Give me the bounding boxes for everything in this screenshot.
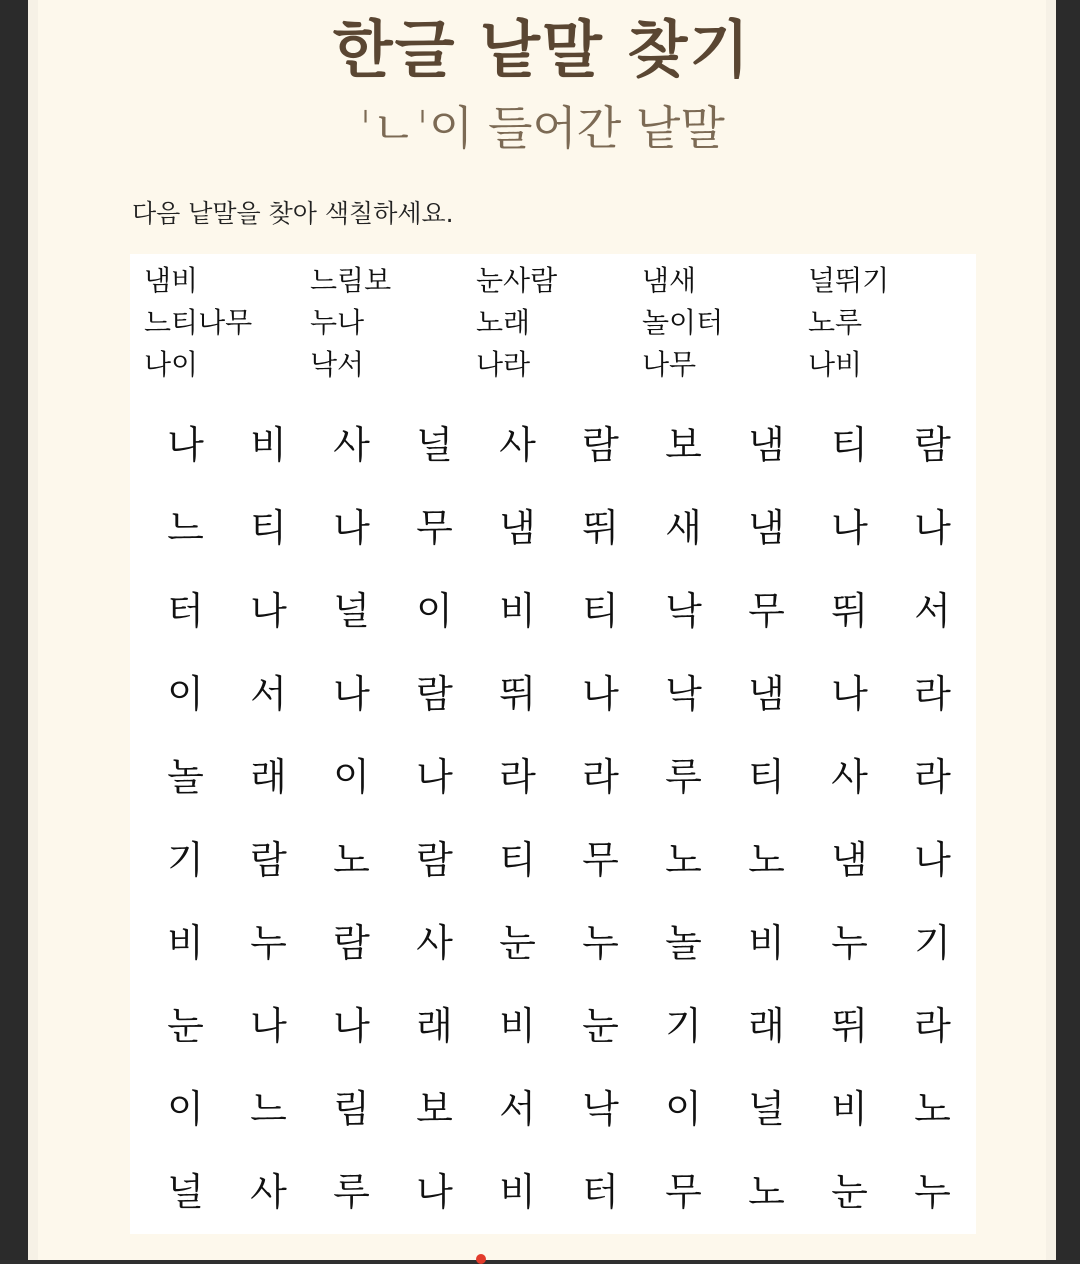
grid-cell[interactable]: 비 <box>250 423 287 467</box>
grid-cell[interactable]: 누 <box>250 921 287 965</box>
grid-cell[interactable]: 눈 <box>582 1004 619 1048</box>
grid-cell[interactable]: 서 <box>914 589 951 633</box>
grid-cell[interactable]: 라 <box>914 1004 951 1048</box>
grid-cell[interactable]: 나 <box>914 838 951 882</box>
grid-cell[interactable]: 냄 <box>831 838 868 882</box>
grid-cell[interactable]: 냄 <box>748 672 785 716</box>
word-list-item: 나라 <box>476 348 531 381</box>
grid-cell[interactable]: 티 <box>748 755 785 799</box>
grid-cell[interactable]: 뛰 <box>831 1004 868 1048</box>
grid-cell[interactable]: 냄 <box>748 423 785 467</box>
grid-cell[interactable]: 비 <box>499 1004 536 1048</box>
grid-cell[interactable]: 나 <box>333 672 370 716</box>
grid-cell[interactable]: 느 <box>250 1087 287 1131</box>
grid-cell[interactable]: 눈 <box>831 1170 868 1214</box>
left-frame <box>0 0 28 1260</box>
grid-cell[interactable]: 래 <box>416 1004 453 1048</box>
grid-cell[interactable]: 람 <box>914 423 951 467</box>
grid-cell[interactable]: 사 <box>499 423 536 467</box>
grid-cell[interactable]: 비 <box>499 589 536 633</box>
grid-cell[interactable]: 나 <box>831 506 868 550</box>
grid-cell[interactable]: 티 <box>499 838 536 882</box>
word-list-item: 냄새 <box>642 264 697 297</box>
instruction-text: 다음 낱말을 찾아 색칠하세요. <box>132 199 454 228</box>
word-list <box>144 260 974 386</box>
grid-cell[interactable]: 기 <box>914 921 951 965</box>
grid-cell[interactable]: 뛰 <box>831 589 868 633</box>
word-list-item: 느림보 <box>310 264 392 297</box>
grid-cell[interactable]: 보 <box>416 1087 453 1131</box>
grid-cell[interactable]: 나 <box>333 506 370 550</box>
word-list-item: 눈사람 <box>476 264 558 297</box>
word-list-item: 낙서 <box>310 348 365 381</box>
grid-cell[interactable]: 터 <box>167 589 204 633</box>
grid-cell[interactable]: 루 <box>665 755 702 799</box>
grid-cell[interactable]: 노 <box>333 838 370 882</box>
grid-cell[interactable]: 새 <box>665 506 702 550</box>
grid-cell[interactable]: 노 <box>914 1087 951 1131</box>
grid-cell[interactable]: 사 <box>831 755 868 799</box>
grid-cell[interactable]: 널 <box>748 1087 785 1131</box>
grid-cell[interactable]: 이 <box>167 1087 204 1131</box>
grid-cell[interactable]: 람 <box>250 838 287 882</box>
word-list-item: 누나 <box>310 306 365 339</box>
page-indicator-dot <box>476 1254 486 1264</box>
grid-cell[interactable]: 나 <box>582 672 619 716</box>
grid-cell[interactable]: 뛰 <box>582 506 619 550</box>
grid-cell[interactable]: 티 <box>250 506 287 550</box>
grid-cell[interactable]: 노 <box>665 838 702 882</box>
grid-cell[interactable]: 무 <box>416 506 453 550</box>
grid-cell[interactable]: 노 <box>748 1170 785 1214</box>
page-subtitle: 'ㄴ'이 들어간 낱말 <box>359 101 725 155</box>
grid-cell[interactable]: 람 <box>582 423 619 467</box>
grid-cell[interactable]: 이 <box>333 755 370 799</box>
grid-cell[interactable]: 나 <box>333 1004 370 1048</box>
grid-cell[interactable]: 서 <box>499 1087 536 1131</box>
grid-cell[interactable]: 나 <box>167 423 204 467</box>
grid-cell[interactable]: 림 <box>333 1087 370 1131</box>
puzzle-sheet <box>130 254 976 1234</box>
grid-cell[interactable]: 눈 <box>167 1004 204 1048</box>
grid-cell[interactable]: 나 <box>914 506 951 550</box>
word-list-item: 널뛰기 <box>808 264 890 297</box>
word-list-item: 놀이터 <box>642 306 724 339</box>
word-list-item: 느티나무 <box>144 306 253 339</box>
grid-cell[interactable]: 라 <box>914 672 951 716</box>
grid-cell[interactable]: 람 <box>416 672 453 716</box>
grid-cell[interactable]: 무 <box>582 838 619 882</box>
grid-cell[interactable]: 널 <box>167 1170 204 1214</box>
grid-cell[interactable]: 느 <box>167 506 204 550</box>
page-title: 한글 낱말 찾기 <box>332 13 752 86</box>
grid-cell[interactable]: 사 <box>333 423 370 467</box>
grid-cell[interactable]: 냄 <box>748 506 785 550</box>
word-list-item: 노루 <box>808 306 863 339</box>
grid-cell[interactable]: 널 <box>416 423 453 467</box>
grid-cell[interactable]: 라 <box>914 755 951 799</box>
grid-cell[interactable]: 낙 <box>665 672 702 716</box>
grid-cell[interactable]: 터 <box>582 1170 619 1214</box>
worksheet-page <box>28 0 1056 1260</box>
grid-cell[interactable]: 사 <box>416 921 453 965</box>
grid-cell[interactable]: 나 <box>831 672 868 716</box>
grid-cell[interactable]: 비 <box>167 921 204 965</box>
grid-cell[interactable]: 티 <box>582 589 619 633</box>
grid-cell[interactable]: 나 <box>250 1004 287 1048</box>
grid-cell[interactable]: 비 <box>499 1170 536 1214</box>
grid-cell[interactable]: 냄 <box>499 506 536 550</box>
grid-cell[interactable]: 라 <box>582 755 619 799</box>
grid-cell[interactable]: 무 <box>748 589 785 633</box>
grid-cell[interactable]: 놀 <box>167 755 204 799</box>
grid-cell[interactable]: 기 <box>665 1004 702 1048</box>
grid-cell[interactable]: 누 <box>582 921 619 965</box>
word-list-item: 나비 <box>808 348 863 381</box>
grid-cell[interactable]: 나 <box>250 589 287 633</box>
grid-cell[interactable]: 이 <box>416 589 453 633</box>
grid-cell[interactable]: 눈 <box>499 921 536 965</box>
grid-cell[interactable]: 낙 <box>665 589 702 633</box>
letter-grid <box>144 404 974 1234</box>
grid-cell[interactable]: 무 <box>665 1170 702 1214</box>
grid-cell[interactable]: 비 <box>831 1087 868 1131</box>
grid-cell[interactable]: 널 <box>333 589 370 633</box>
right-frame <box>1056 0 1080 1260</box>
word-list-item: 나무 <box>642 348 697 381</box>
grid-cell[interactable]: 루 <box>333 1170 370 1214</box>
word-list-item: 나이 <box>144 348 199 381</box>
grid-cell[interactable]: 낙 <box>582 1087 619 1131</box>
grid-cell[interactable]: 기 <box>167 838 204 882</box>
grid-cell[interactable]: 노 <box>748 838 785 882</box>
grid-cell[interactable]: 티 <box>831 423 868 467</box>
grid-cell[interactable]: 래 <box>250 755 287 799</box>
grid-cell[interactable]: 서 <box>250 672 287 716</box>
grid-cell[interactable]: 보 <box>665 423 702 467</box>
grid-cell[interactable]: 나 <box>416 755 453 799</box>
grid-cell[interactable]: 라 <box>499 755 536 799</box>
word-list-item: 노래 <box>476 306 531 339</box>
grid-cell[interactable]: 사 <box>250 1170 287 1214</box>
grid-cell[interactable]: 이 <box>665 1087 702 1131</box>
grid-cell[interactable]: 뛰 <box>499 672 536 716</box>
grid-cell[interactable]: 람 <box>416 838 453 882</box>
grid-cell[interactable]: 놀 <box>665 921 702 965</box>
grid-cell[interactable]: 나 <box>416 1170 453 1214</box>
grid-cell[interactable]: 래 <box>748 1004 785 1048</box>
grid-cell[interactable]: 람 <box>333 921 370 965</box>
word-list-item: 냄비 <box>144 264 199 297</box>
grid-cell[interactable]: 이 <box>167 672 204 716</box>
grid-cell[interactable]: 누 <box>831 921 868 965</box>
grid-cell[interactable]: 누 <box>914 1170 951 1214</box>
grid-cell[interactable]: 비 <box>748 921 785 965</box>
